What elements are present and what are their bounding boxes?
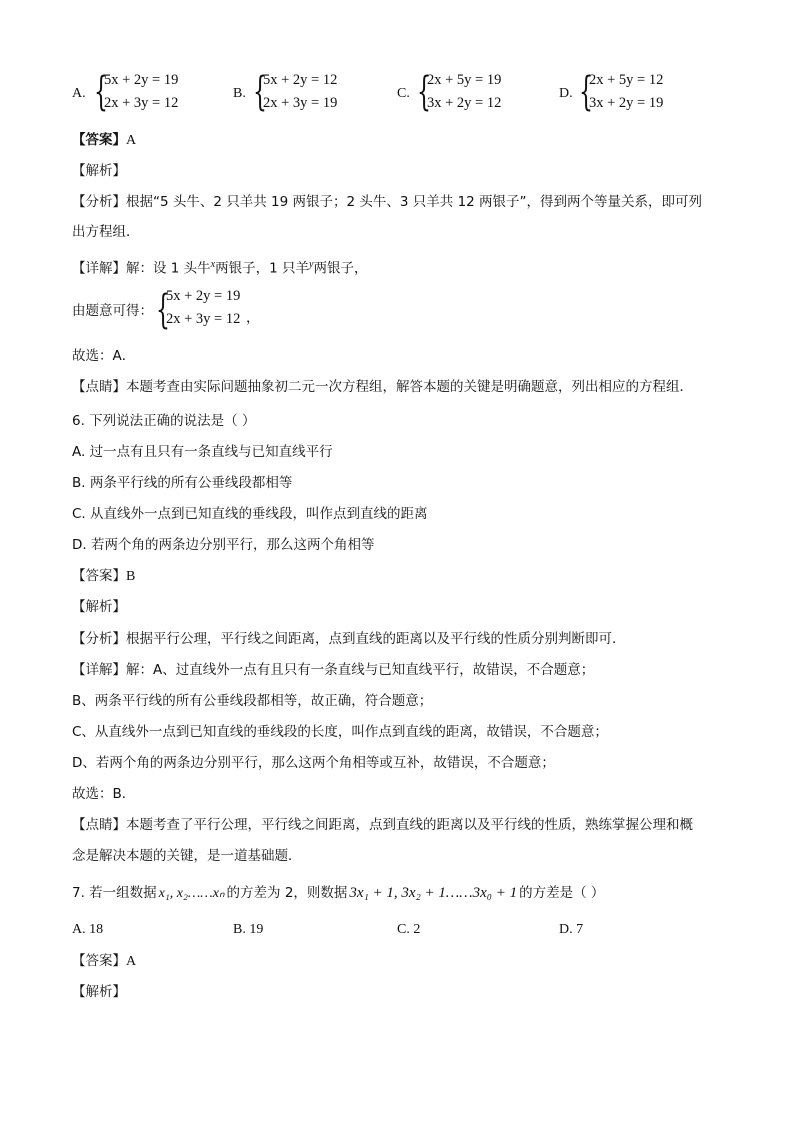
stem-text: 的方差为 2，则数据 — [226, 885, 348, 901]
system-tail: ， — [246, 310, 260, 326]
detail-text: 解：A、过直线外一点有且只有一条直线与已知直线平行，故错误，不合题意； — [126, 662, 595, 678]
q7-jiexi-heading: 【解析】 — [72, 984, 126, 1000]
q7-stem — [72, 883, 604, 904]
q6-detail-d: D、若两个角的两条边分别平行，那么这两个角相等或互补，故错误，不合题意； — [72, 755, 555, 771]
equation-1: 2x + 5y = 19 — [427, 72, 502, 88]
left-brace-icon: { — [253, 69, 267, 115]
q6-choose: 故选：B． — [72, 786, 136, 802]
equation-2: 3x + 2y = 12 — [427, 95, 502, 111]
q5-analysis-cont: 出方程组． — [72, 224, 140, 240]
equation-2: 2x + 3y = 19 — [263, 95, 338, 111]
q6-stem: 6. 下列说法正确的说法是（ ） — [72, 413, 256, 429]
equation-2: 2x + 3y = 12 — [166, 311, 241, 327]
q6-detail — [72, 660, 594, 680]
q6-comment — [72, 815, 693, 835]
option-label: C. — [397, 86, 410, 101]
equation-1: 2x + 5y = 12 — [589, 72, 664, 88]
detail-text: 两银子， — [313, 260, 368, 277]
q6-answer — [72, 566, 135, 587]
answer-value: A — [126, 133, 137, 148]
answer-tag: 【答案】 — [72, 953, 126, 969]
data-series-math: x₁, x₂……xₙ — [158, 886, 225, 901]
q5-detail — [72, 255, 367, 279]
equation-2: 2x + 3y = 12 — [104, 95, 179, 111]
detail-text: 解：设 1 头牛 — [126, 260, 211, 277]
q5-detail-system — [72, 301, 153, 321]
transformed-series-math: 3x₁ + 1, 3x₂ + 1……3x₀ + 1 — [349, 885, 518, 901]
q7-answer — [72, 951, 136, 972]
comment-text: 本题考查了平行公理，平行线之间距离，点到直线的距离以及平行线的性质，熟练掌握公理和概 — [126, 817, 693, 833]
option-label: A. — [72, 86, 86, 101]
q5-analysis — [72, 192, 702, 212]
q7-option-b: B. 19 — [233, 922, 264, 937]
var-x: x — [210, 259, 216, 270]
q7-option-a: A. 18 — [72, 922, 104, 937]
detail-text: 两银子，1 只羊 — [215, 260, 310, 277]
comment-tag: 【点睛】 — [72, 379, 126, 395]
equation-1: 5x + 2y = 12 — [263, 72, 338, 88]
q6-detail-b: B、两条平行线的所有公垂线段都相等，故正确，符合题意； — [72, 693, 433, 709]
comment-text: 本题考查由实际问题抽象初二元一次方程组，解答本题的关键是明确题意，列出相应的方程组． — [126, 379, 693, 395]
q5-comment — [72, 377, 693, 397]
equation-1: 5x + 2y = 19 — [104, 72, 179, 88]
comment-tag: 【点睛】 — [72, 817, 126, 833]
left-brace-icon: { — [417, 69, 431, 115]
detail-tag: 【详解】 — [72, 662, 126, 678]
q5-choose: 故选：A． — [72, 348, 136, 364]
option-label: D. — [559, 86, 573, 101]
stem-text: 的方差是（ ） — [519, 885, 605, 901]
answer-value: A — [126, 954, 137, 969]
q6-option-d: D. 若两个角的两条边分别平行，那么这两个角相等 — [72, 537, 375, 553]
analysis-text: 根据平行公理，平行线之间距离，点到直线的距离以及平行线的性质分别判断即可． — [126, 631, 626, 647]
left-brace-icon: { — [579, 69, 593, 115]
var-y: y — [309, 259, 314, 270]
stem-text: 7. 若一组数据 — [72, 885, 157, 901]
answer-tag: 【答案】 — [72, 568, 126, 584]
equation-2: 3x + 2y = 19 — [589, 95, 664, 111]
analysis-text: 根据“5 头牛、2 只羊共 19 两银子；2 头牛、3 只羊共 12 两银子”，得到两个等量关系，即可列 — [126, 194, 703, 210]
q6-option-c: C. 从直线外一点到已知直线的垂线段，叫作点到直线的距离 — [72, 506, 428, 522]
q7-option-d: D. 7 — [559, 922, 584, 937]
answer-value: B — [126, 569, 136, 584]
answer-tag: 【答案】 — [72, 132, 126, 148]
analysis-tag: 【分析】 — [72, 631, 126, 647]
option-label: B. — [233, 86, 246, 101]
q7-option-c: C. 2 — [397, 922, 421, 937]
q6-analysis — [72, 629, 626, 649]
q5-jiexi-heading: 【解析】 — [72, 163, 126, 179]
system-lead: 由题意可得： — [72, 303, 153, 319]
left-brace-icon: { — [156, 287, 170, 333]
q6-jiexi-heading: 【解析】 — [72, 599, 126, 615]
left-brace-icon: { — [94, 69, 108, 115]
detail-tag: 【详解】 — [72, 260, 126, 277]
equation-1: 5x + 2y = 19 — [166, 288, 241, 304]
q5-answer — [72, 130, 136, 151]
q6-option-a: A. 过一点有且只有一条直线与已知直线平行 — [72, 444, 333, 460]
q6-comment-cont: 念是解决本题的关键，是一道基础题． — [72, 848, 302, 864]
q6-detail-c: C、从直线外一点到已知直线的垂线段的长度，叫作点到直线的距离，故错误，不合题意； — [72, 724, 608, 740]
q6-option-b: B. 两条平行线的所有公垂线段都相等 — [72, 475, 293, 491]
analysis-tag: 【分析】 — [72, 194, 126, 210]
